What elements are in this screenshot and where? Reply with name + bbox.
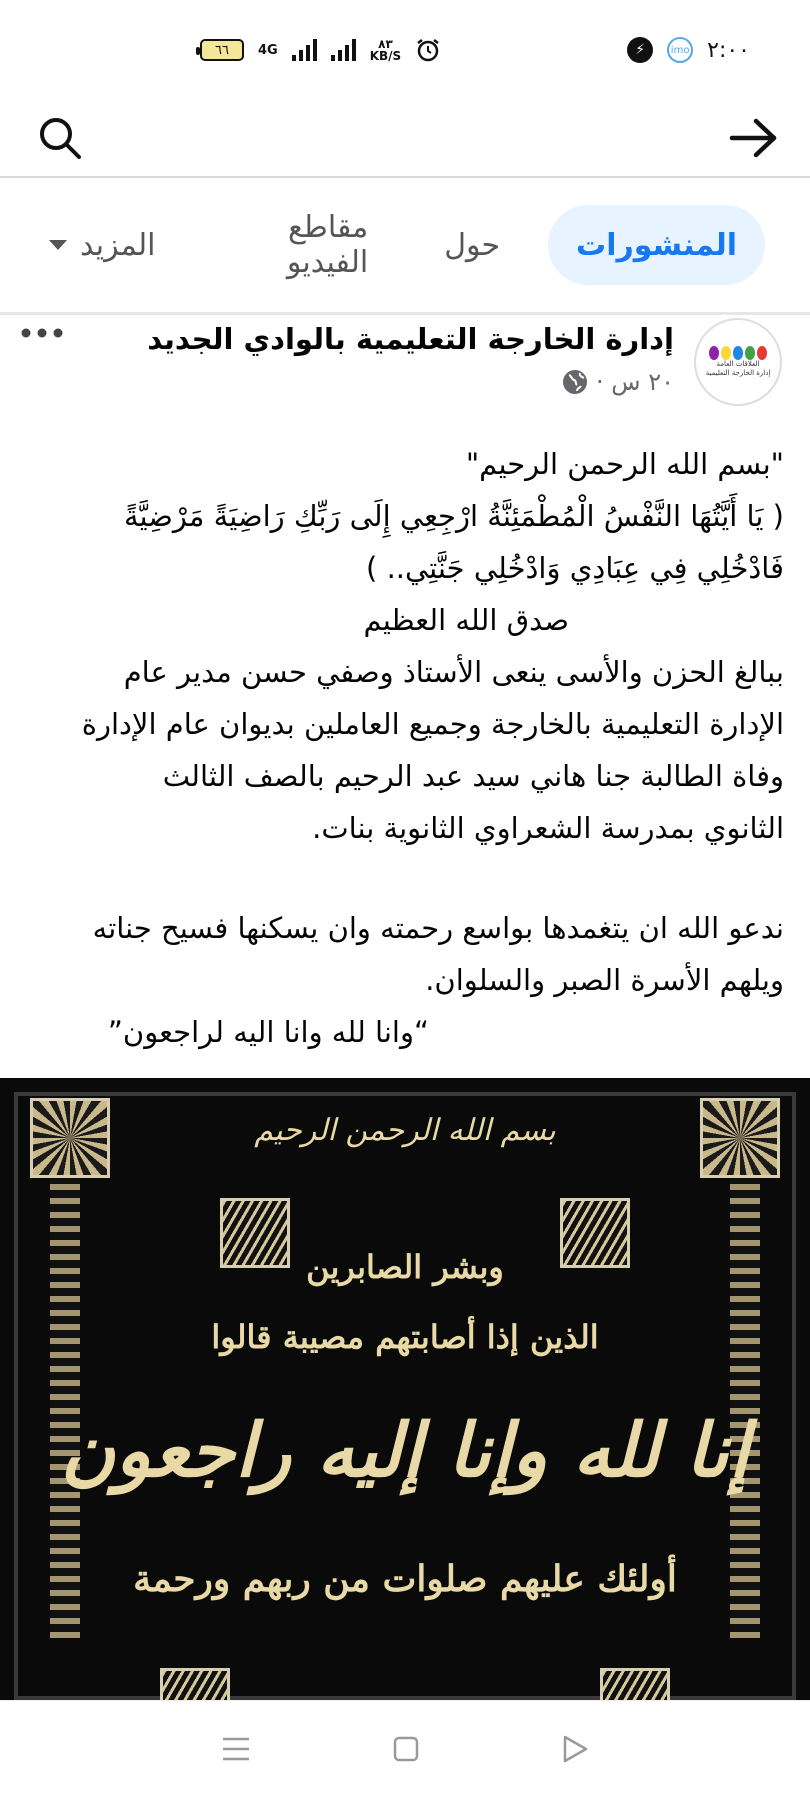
post-line: ( يَا أَيَّتُهَا النَّفْسُ الْمُطْمَئِنَّةُ ارْجِعِي إِلَى رَبِّكِ رَاضِيَةً مَرْضِيَّةً: [124, 499, 784, 533]
post-blank-line: [28, 854, 784, 902]
home-button[interactable]: [392, 1735, 420, 1767]
status-left: [200, 37, 441, 63]
post-line: صدق الله العظيم: [363, 603, 569, 637]
image-frame: [14, 1092, 796, 1700]
image-basmala: بسم الله الرحمن الرحيم: [254, 1113, 556, 1148]
tab-videos-label: مقاطع الفيديو: [286, 210, 369, 280]
battery-icon: [200, 39, 244, 61]
post-line: "بسم الله الرحمن الرحيم": [465, 447, 784, 481]
caret-down-icon: [48, 238, 68, 252]
tab-about-label: حول: [444, 227, 501, 263]
globe-icon: [562, 369, 588, 395]
post-meta: [64, 318, 674, 396]
imo-icon: [667, 37, 693, 63]
post-time-row: [64, 368, 674, 396]
tab-posts[interactable]: [548, 205, 765, 285]
ornament-box-bottom-right: [600, 1668, 670, 1700]
back-nav-button[interactable]: [561, 1734, 589, 1768]
image-line-3: أولئك عليهم صلوات من ربهم ورحمة: [133, 1558, 677, 1600]
post-line: ندعو الله ان يتغمدها بواسع رحمته وان يسكنها فسيح جناته: [92, 911, 784, 945]
tab-about[interactable]: [416, 205, 528, 285]
image-line-1: وبشر الصابرين: [306, 1248, 504, 1286]
page-tabs: [0, 205, 810, 285]
post-line: وفاة الطالبة جنا هاني سيد عبد الرحيم بالصف الثالث: [162, 759, 784, 793]
more-options-button[interactable]: [20, 308, 64, 348]
network-speed: [370, 38, 401, 62]
messenger-icon: ⚡: [627, 37, 653, 63]
signal-icon: [292, 39, 317, 61]
triangle-back-icon: [561, 1734, 589, 1764]
post-line: فَادْخُلِي فِي عِبَادِي وَادْخُلِي جَنَّتِي.. ): [366, 551, 784, 585]
imo-label: imo: [670, 44, 690, 56]
post-header: [0, 318, 810, 418]
arrow-right-icon: [729, 116, 779, 160]
post-text: [28, 438, 784, 1058]
post-line: ويلهم الأسرة الصبر والسلوان.: [425, 963, 784, 997]
back-button[interactable]: [726, 110, 782, 166]
tab-videos[interactable]: [203, 205, 396, 285]
page-avatar[interactable]: [694, 318, 782, 406]
search-button[interactable]: [32, 110, 88, 166]
post-line: الثانوي بمدرسة الشعراوي الثانوية بنات.: [312, 811, 784, 845]
avatar-subtext: إدارة الخارجة التعليمية: [705, 369, 771, 377]
logo-icon: [709, 346, 767, 360]
top-app-bar: [0, 100, 810, 178]
speed-value: ٨٣: [378, 37, 393, 51]
image-line-2: الذين إذا أصابتهم مصيبة قالوا: [211, 1318, 599, 1356]
page-name[interactable]: إدارة الخارجة التعليمية بالوادي الجديد: [147, 322, 674, 356]
recent-apps-button[interactable]: [221, 1735, 251, 1767]
tab-more-label: المزيد: [80, 227, 156, 263]
image-main-text: إنا لله وإنا إليه راجعون: [60, 1408, 750, 1494]
divider: [0, 312, 810, 315]
avatar-text: العلاقات العامة: [716, 360, 760, 368]
post-line: “وانا لله وانا اليه لراجعون”: [107, 1015, 429, 1049]
post-line: ببالغ الحزن والأسى ينعى الأستاذ وصفي حسن مدير عام: [123, 655, 784, 689]
tab-more[interactable]: [20, 205, 183, 285]
post-image[interactable]: [0, 1078, 810, 1700]
speed-unit: KB/S: [369, 49, 402, 63]
alarm-icon: [415, 37, 441, 63]
battery-level: ٦٦: [215, 42, 229, 58]
signal-icon-2: [331, 39, 356, 61]
more-dots-icon: [20, 327, 64, 339]
search-icon: [36, 114, 84, 162]
system-nav-bar: [0, 1700, 810, 1800]
status-right: [627, 37, 750, 63]
status-bar: [0, 0, 810, 100]
post-time[interactable]: ٢٠ س ·: [596, 368, 674, 396]
square-icon: [392, 1735, 420, 1763]
tab-posts-label: المنشورات: [576, 227, 737, 263]
menu-icon: [221, 1735, 251, 1763]
network-type: 4G: [258, 42, 278, 58]
post-line: الإدارة التعليمية بالخارجة وجميع العاملين بديوان عام الإدارة: [81, 707, 784, 741]
ornament-box-bottom-left: [160, 1668, 230, 1700]
status-time: ٢:٠٠: [707, 37, 750, 63]
